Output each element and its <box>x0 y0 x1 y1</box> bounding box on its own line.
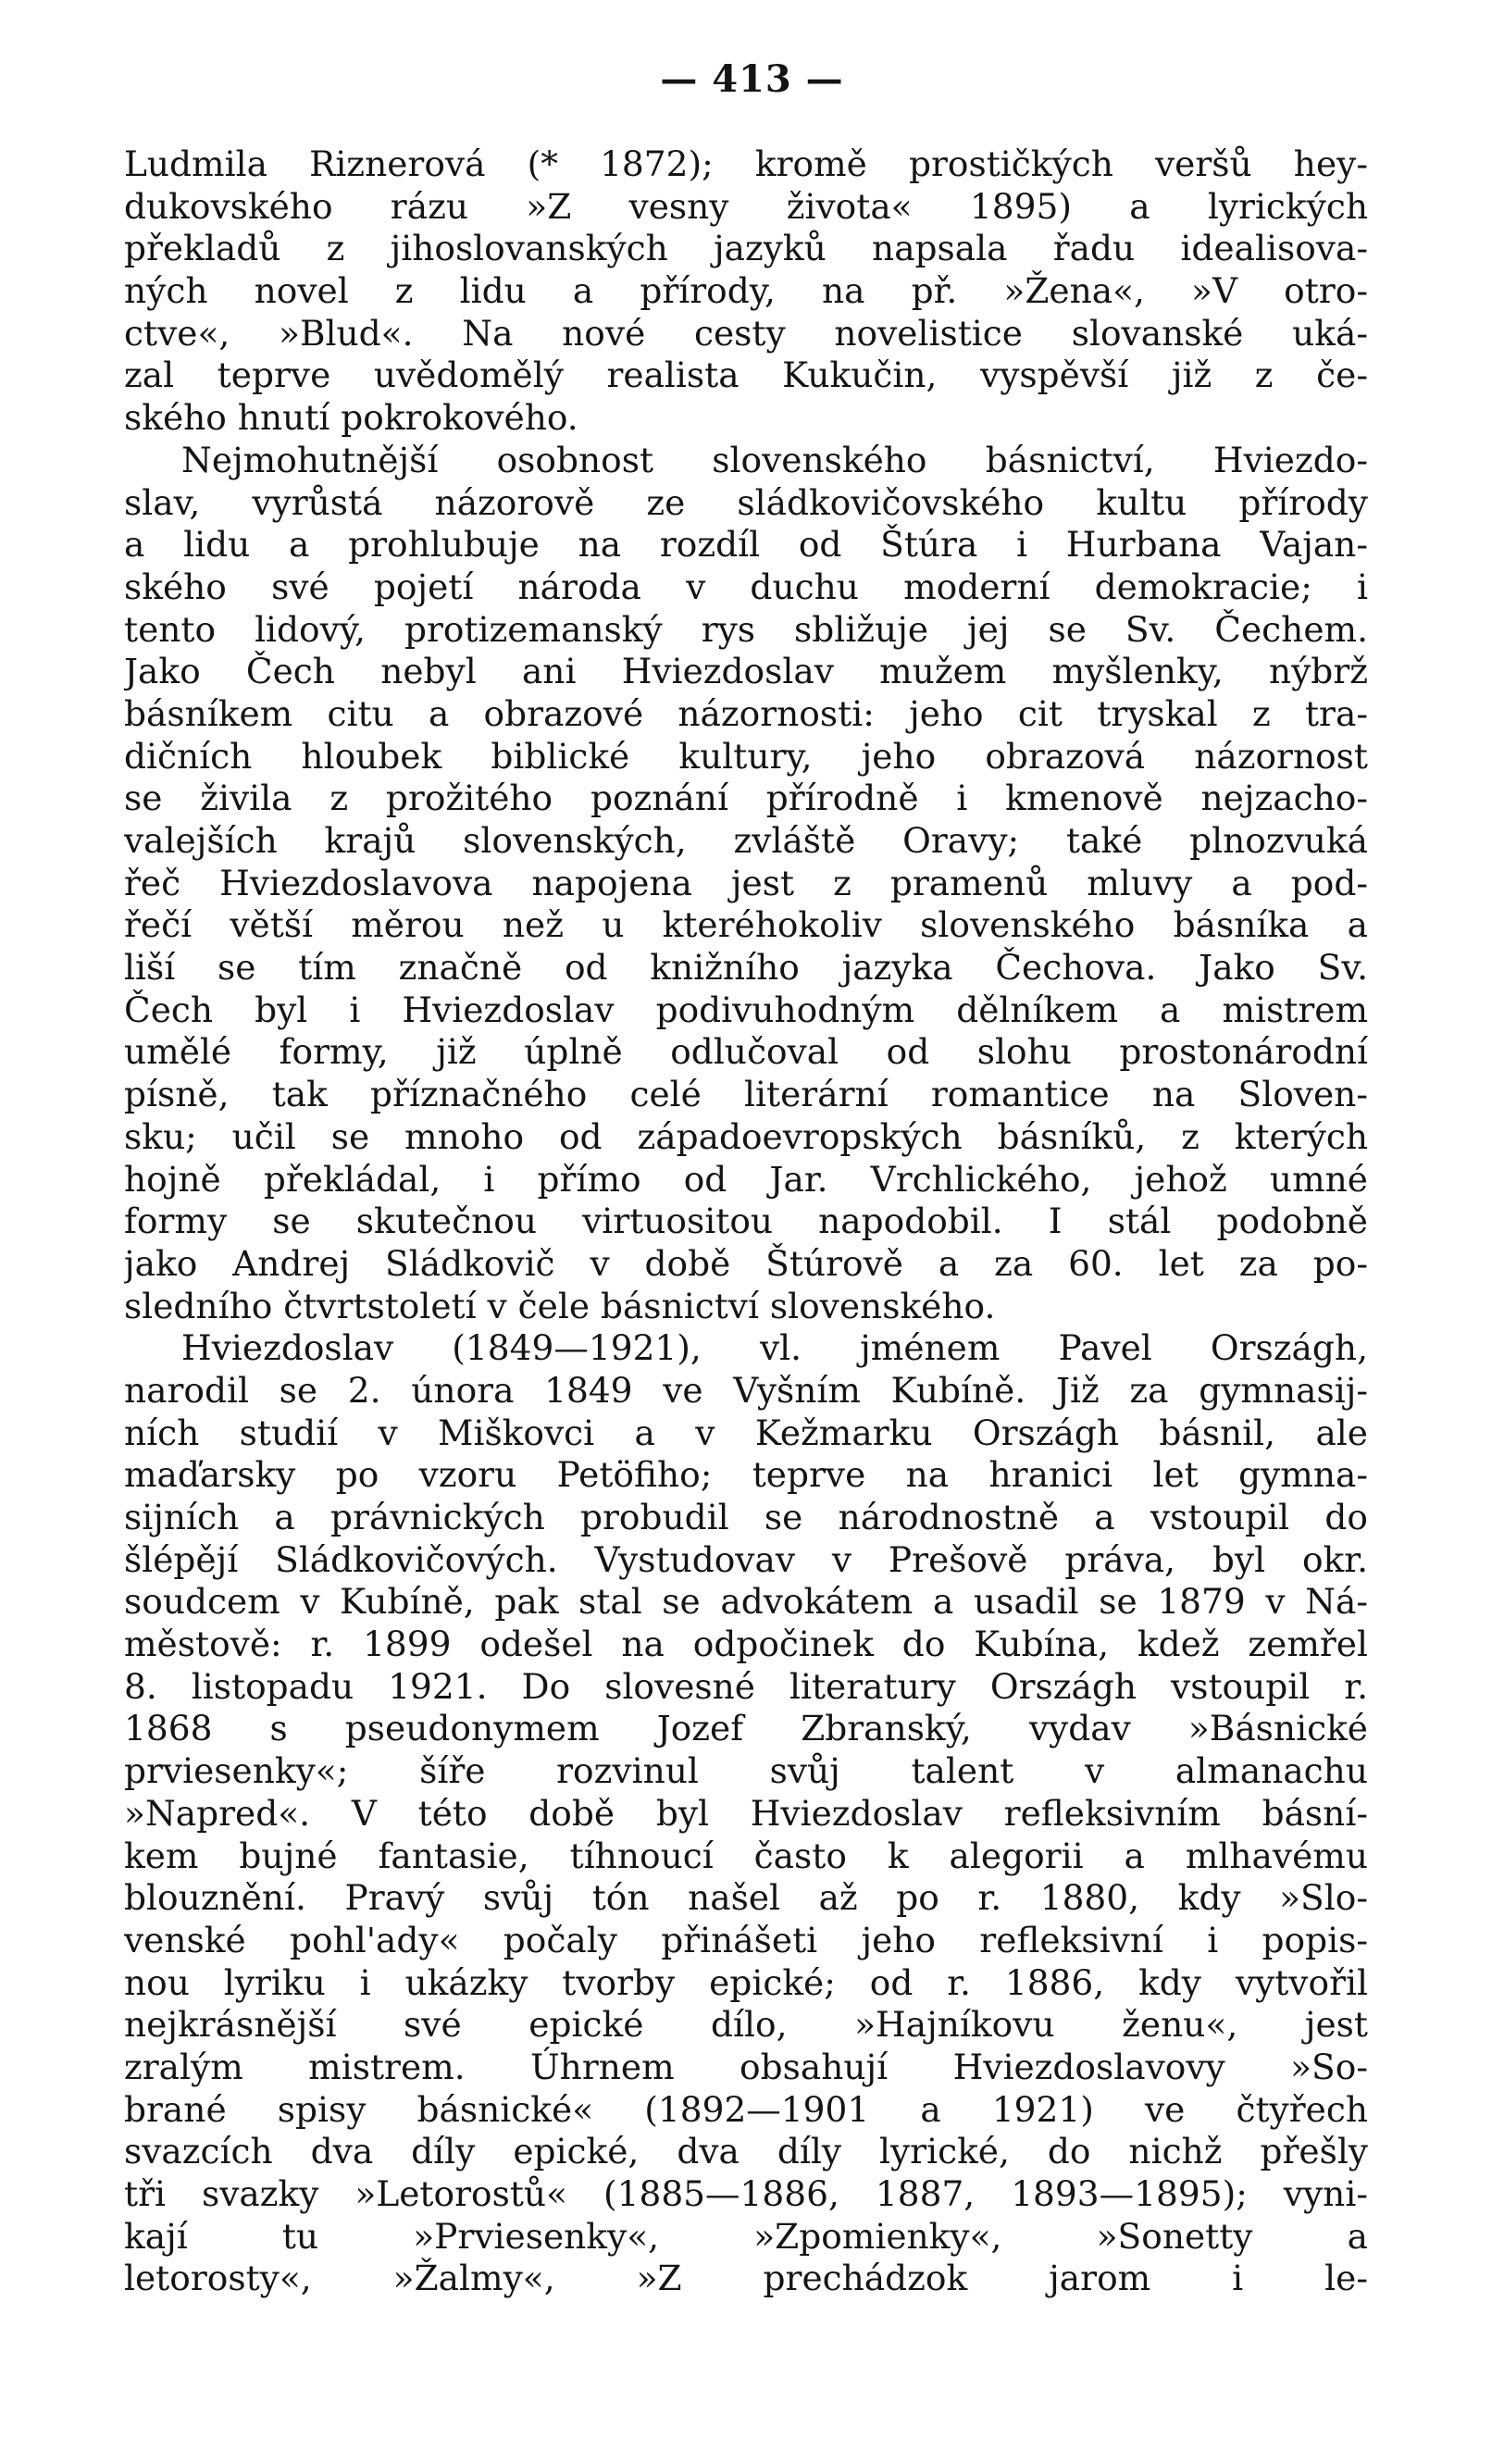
text-line: šlépějí Sládkovičových. Vystudovav v Prešově práva, byl okr. <box>124 1538 1368 1580</box>
text-line: sledního čtvrtstoletí v čele básnictví slovenského. <box>124 1285 996 1326</box>
text-line: Nejmohutnější osobnost slovenského básnictví, Hviezdo- <box>181 439 1368 480</box>
text-line: řeč Hviezdoslavova napojena jest z pramenů mluvy a pod- <box>124 862 1368 903</box>
text-line: básníkem citu a obrazové názornosti: jeho cit tryskal z tra- <box>124 692 1368 734</box>
text-line: městově: r. 1899 odešel na odpočinek do Kubína, kdež zemřel <box>124 1624 1368 1665</box>
page-number: — 413 — <box>660 57 844 101</box>
text-line: dičních hloubek biblické kultury, jeho obrazová názornost <box>124 735 1368 777</box>
text-line: Jako Čech nebyl ani Hviezdoslav mužem myšlenky, nýbrž <box>124 651 1368 692</box>
text-line: ctve«, »Blud«. Na nové cesty novelistice slovanské uká- <box>124 312 1368 354</box>
text-line: hojně překládal, i přímo od Jar. Vrchlického, jehož umné <box>124 1158 1368 1200</box>
text-line: narodil se 2. února 1849 ve Vyšním Kubíně. Již za gymnasij- <box>124 1369 1368 1411</box>
text-line: zralým mistrem. Úhrnem obsahují Hviezdoslavovy »So- <box>124 2046 1368 2087</box>
text-line: se živila z prožitého poznání přírodně i kmenově nejzacho- <box>124 778 1368 819</box>
text-line: jako Andrej Sládkovič v době Štúrově a za 60. let za po- <box>124 1242 1368 1284</box>
text-line: tři svazky »Letorostů« (1885—1886, 1887, 1893—1895); vyni- <box>124 2173 1368 2214</box>
text-line: svazcích dva díly epické, dva díly lyrické, do nichž přešly <box>124 2131 1368 2172</box>
text-line: ních studií v Miškovci a v Kežmarku Országh básnil, ale <box>124 1412 1368 1453</box>
text-line: řečí větší měrou než u kteréhokoliv slovenského básníka a <box>124 904 1368 946</box>
text-line: ných novel z lidu a přírody, na př. »Žena«, »V otro- <box>124 270 1368 312</box>
text-line: blouznění. Pravý svůj tón našel až po r. 1880, kdy »Slo- <box>124 1877 1368 1919</box>
text-line: písně, tak příznačného celé literární romantice na Sloven- <box>124 1074 1368 1115</box>
text-line: prviesenky«; šíře rozvinul svůj talent v almanachu <box>124 1750 1368 1792</box>
text-line: soudcem v Kubíně, pak stal se advokátem a usadil se 1879 v Ná- <box>124 1581 1368 1623</box>
text-line: překladů z jihoslovanských jazyků napsala řadu idealisova- <box>124 228 1368 269</box>
text-line: sku; učil se mnoho od západoevropských básníků, z kterých <box>124 1115 1368 1157</box>
text-line: ského hnutí pokrokového. <box>124 397 578 439</box>
text-line: kají tu »Prviesenky«, »Zpomienky«, »Sonetty a <box>124 2215 1368 2257</box>
text-line: kem bujné fantasie, tíhnoucí často k alegorii a mlhavému <box>124 1835 1368 1876</box>
text-line: umělé formy, již úplně odlučoval od slohu prostonárodní <box>124 1031 1368 1073</box>
text-line: dukovského rázu »Z vesny života« 1895) a lyrických <box>124 185 1368 227</box>
text-line: valejších krajů slovenských, zvláště Oravy; také plnozvuká <box>124 820 1368 861</box>
text-line: ského své pojetí národa v duchu moderní demokracie; i <box>124 566 1368 607</box>
text-line: sijních a právnických probudil se národnostně a vstoupil do <box>124 1497 1368 1537</box>
text-line: slav, vyrůstá názorově ze sládkovičovského kultu přírody <box>124 481 1368 523</box>
text-line: venské pohl'ady« počaly přinášeti jeho refleksivní i popis- <box>124 1919 1368 1960</box>
text-line: Hviezdoslav (1849—1921), vl. jménem Pavel Országh, <box>181 1327 1368 1369</box>
text-line: nou lyriku i ukázky tvorby epické; od r. 1886, kdy vytvořil <box>124 1961 1368 2003</box>
text-line: »Napred«. V této době byl Hviezdoslav refleksivním básní- <box>124 1792 1368 1834</box>
text-line: nejkrásnější své epické dílo, »Hajníkovu ženu«, jest <box>124 2004 1368 2046</box>
text-line: tento lidový, protizemanský rys sbližuje jej se Sv. Čechem. <box>124 608 1368 650</box>
text-line: letorosty«, »Žalmy«, »Z prechádzok jarom i le- <box>124 2258 1368 2299</box>
body-text <box>124 143 1368 2300</box>
text-line: 8. listopadu 1921. Do slovesné literatury Országh vstoupil r. <box>124 1665 1368 1707</box>
text-line: liší se tím značně od knižního jazyka Čechova. Jako Sv. <box>124 947 1368 989</box>
text-line: maďarsky po vzoru Petöfiho; teprve na hranici let gymna- <box>124 1454 1368 1496</box>
text-line: Čech byl i Hviezdoslav podivuhodným dělníkem a mistrem <box>124 989 1368 1030</box>
text-line: Ludmila Riznerová (* 1872); kromě prostičkých veršů hey- <box>124 143 1368 184</box>
text-line: zal teprve uvědomělý realista Kukučin, vyspěvší již z če- <box>124 355 1368 396</box>
text-line: brané spisy básnické« (1892—1901 a 1921) ve čtyřech <box>124 2088 1368 2130</box>
text-line: a lidu a prohlubuje na rozdíl od Štúra i Hurbana Vajan- <box>124 524 1368 566</box>
text-line: 1868 s pseudonymem Jozef Zbranský, vydav »Básnické <box>124 1708 1368 1749</box>
text-line: formy se skutečnou virtuositou napodobil. I stál podobně <box>124 1201 1368 1242</box>
